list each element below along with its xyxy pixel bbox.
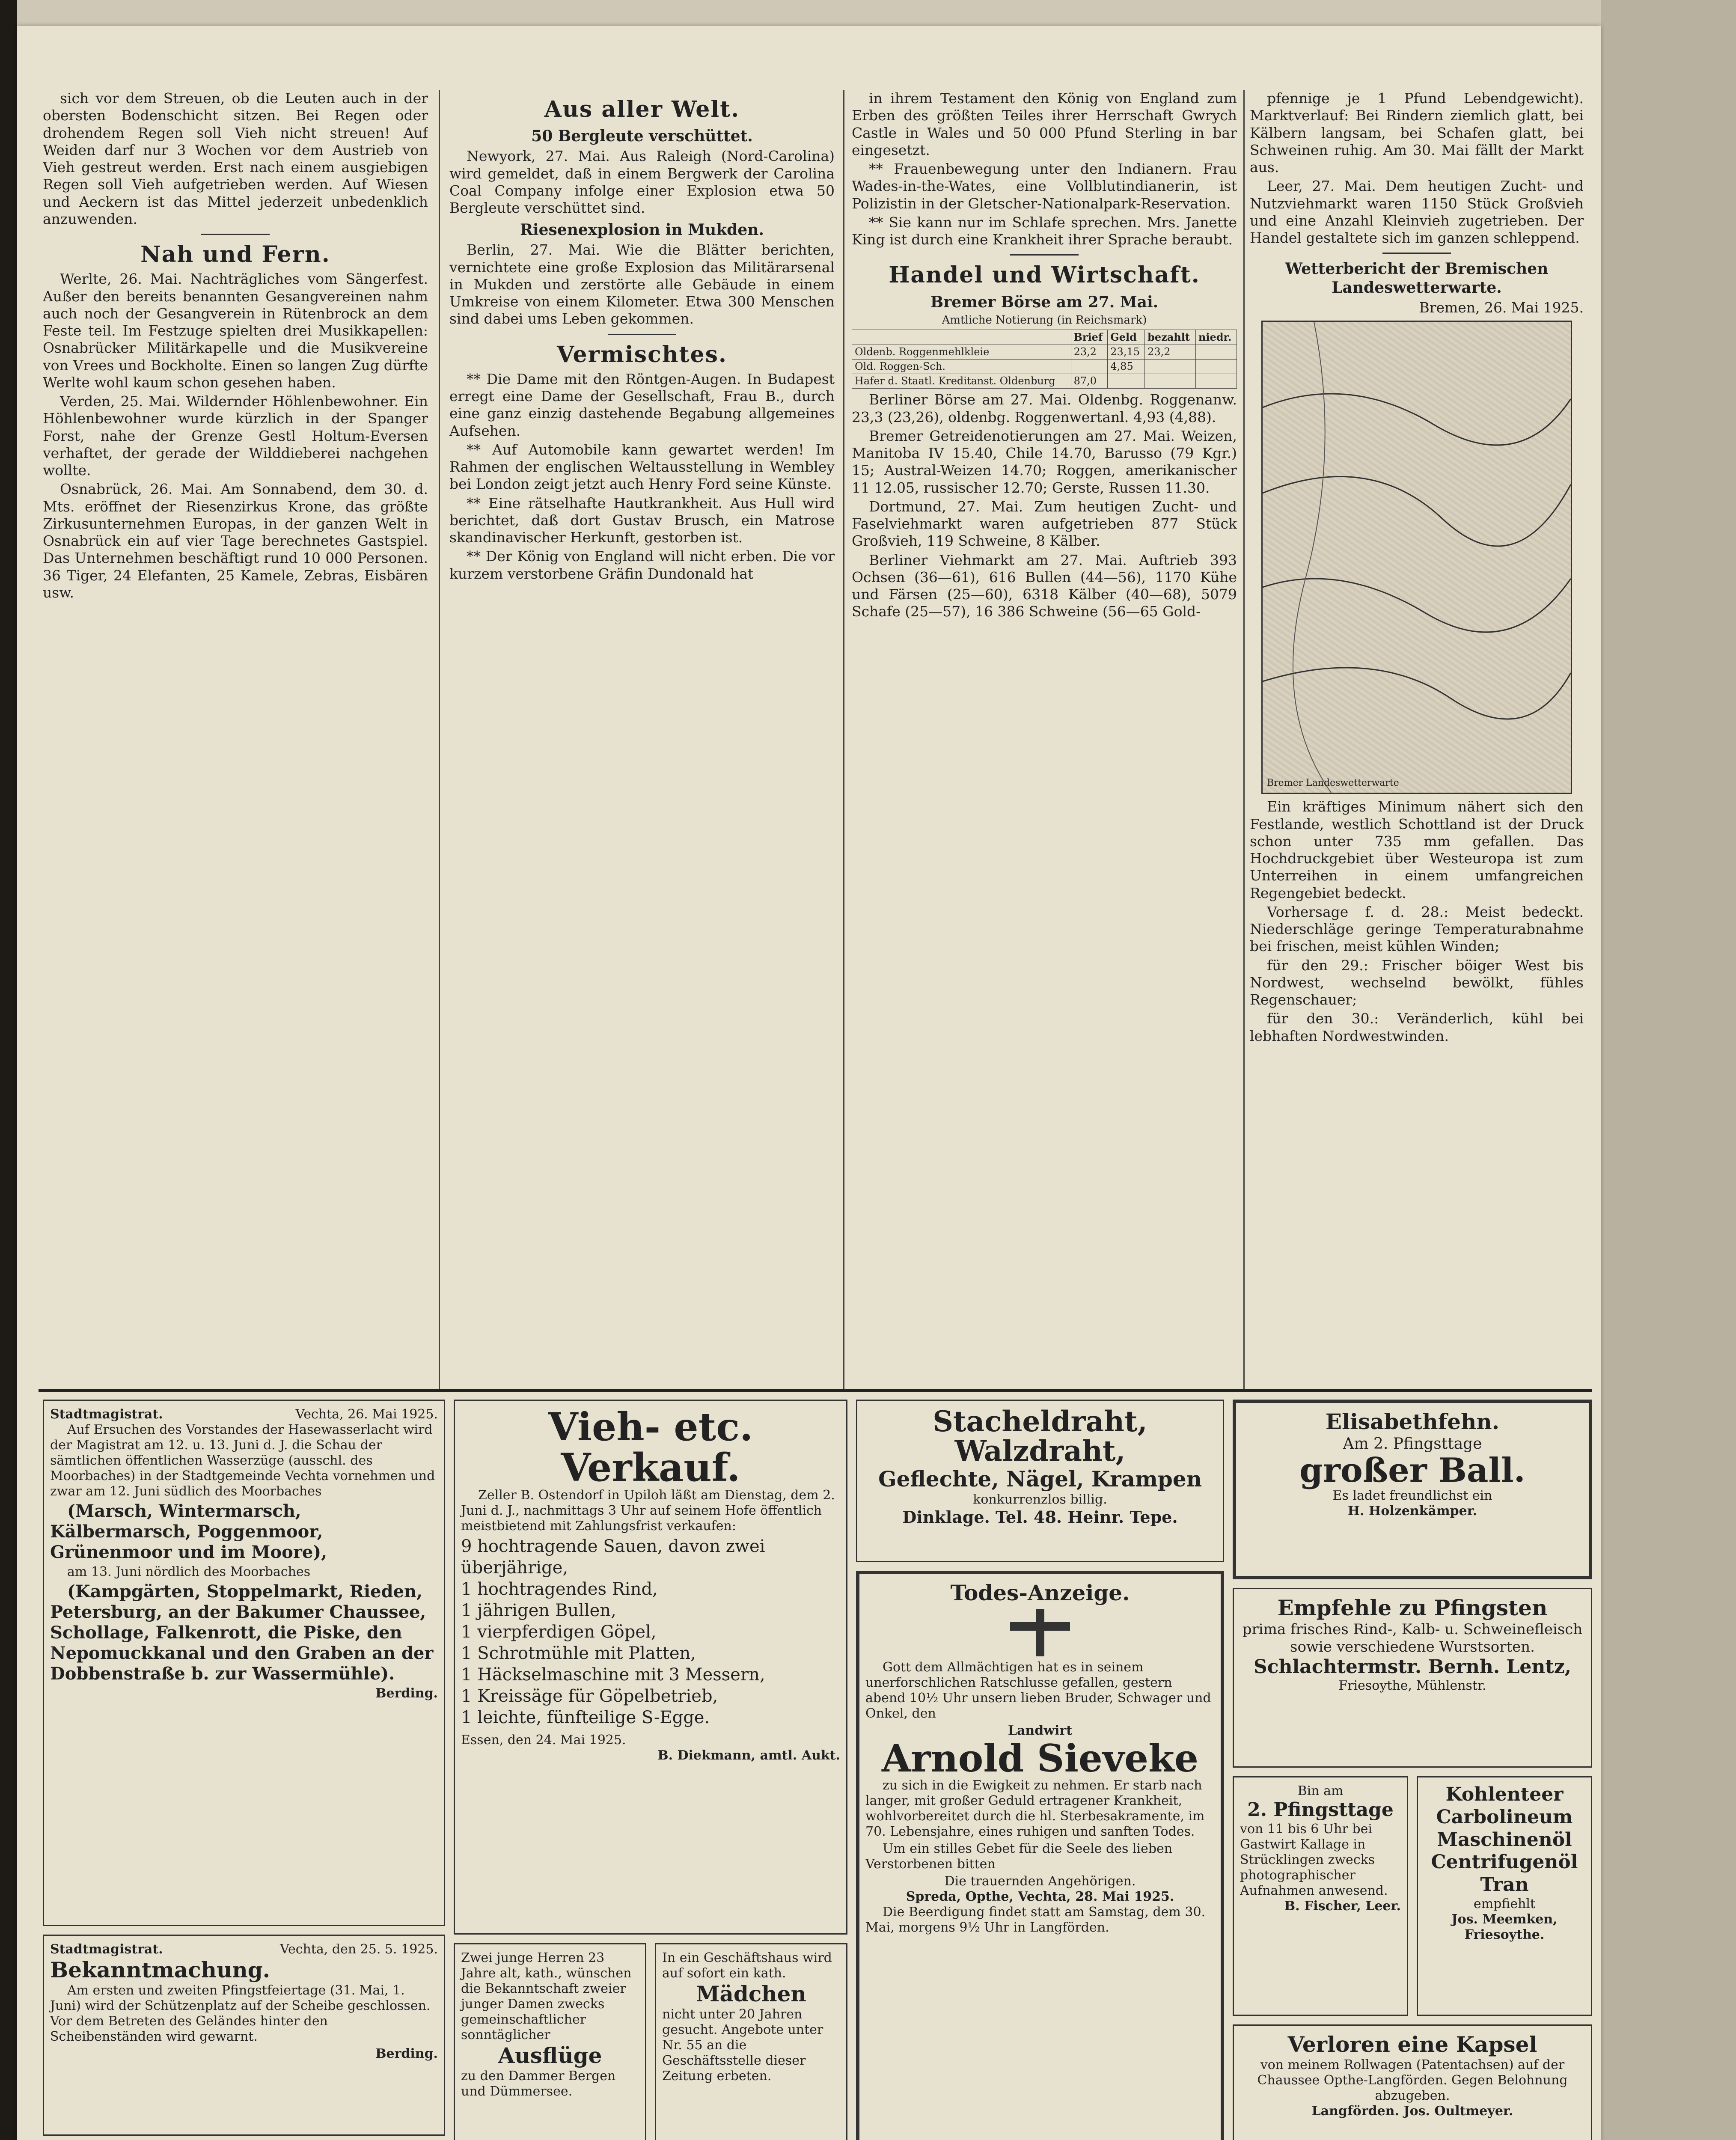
table-cell <box>1145 374 1196 389</box>
ad-text: am 13. Juni nördlich des Moorbaches <box>67 1564 311 1579</box>
ad-text: Es ladet freundlichst ein <box>1332 1488 1492 1504</box>
list-item: Carbolineum <box>1436 1806 1573 1828</box>
article-text: ** Der König von England will nicht erben. Die vor kurzem verstorbene Gräfin Dundonald hat <box>449 548 835 582</box>
ad-text: Um ein stilles Gebet für die Seele des lieben Verstorbenen bitten <box>865 1841 1173 1872</box>
table-header: bezahlt <box>1145 330 1196 345</box>
newspaper-page <box>17 26 1601 2140</box>
ad-stadtmagistrat-notice <box>43 1935 445 2136</box>
weather-map <box>1261 321 1572 794</box>
separator <box>1010 254 1079 256</box>
ad-title: Mädchen <box>696 1981 806 2006</box>
article-headline: 50 Bergleute verschüttet. <box>531 127 753 146</box>
section-heading: Aus aller Welt. <box>544 96 740 122</box>
column-rule <box>1243 90 1245 1391</box>
ad-text: Bin am <box>1297 1783 1344 1798</box>
ad-kapsel <box>1233 2024 1592 2140</box>
ad-text: zu sich in die Ewigkeit zu nehmen. Er starb nach langer, mit großer Geduld ertragener Krankheit, wohlvorbereitet durch die hl. Sterbesakramente, im 70. Lebensjahre, eines ruhigen und sanften Todes. <box>865 1778 1205 1840</box>
article-text: Werlte, 26. Mai. Nachträgliches vom Sängerfest. Außer den bereits benannten Gesangvereinen nahm auch noch der Gesangverein in Rütenbrock an dem Feste teil. Im Festzuge spielten drei Musikkapellen: Osnabrücker Militärkapelle und die Musikvereine von Vrees und Bockholte. Einen so langen Zug dürfte Werlte wohl kaum schon gesehen haben. <box>43 270 428 391</box>
forecast-text: für den 29.: Frischer böiger West bis Nordwest, wechselnd bewölkt, fühles Regenschauer; <box>1250 957 1584 1008</box>
list-item: Maschinenöl <box>1437 1828 1572 1851</box>
ad-text: Friesoythe, Mühlenstr. <box>1338 1678 1486 1694</box>
ad-text: nicht unter 20 Jahren gesucht. Angebote unter Nr. 55 an die Geschäftsstelle dieser Zeitung erbeten. <box>662 2007 823 2084</box>
article-text: Osnabrück, 26. Mai. Am Sonnabend, dem 30. d. Mts. eröffnet der Riesenzirkus Krone, das größte Zirkusunternehmen Europas, in der ganzen Welt in Osnabrück ein auf vier Tage berechnetes Gastspiel. Das Unternehmen beschäftigt rund 10 000 Personen. 36 Tiger, 24 Elefanten, 25 Kamele, Zebras, Eisbären usw. <box>43 481 428 601</box>
ad-text: Spreda, Opthe, Vechta, 28. Mai 1925. <box>906 1889 1174 1905</box>
ad-lentz <box>1233 1588 1592 1768</box>
list-item: 1 Häckselmaschine mit 3 Messern, <box>461 1665 765 1685</box>
ad-text: von 11 bis 6 Uhr bei Gastwirt Kallage in Strücklingen zwecks photographischer Aufnahmen anwesend. <box>1240 1821 1388 1898</box>
ad-list: (Marsch, Wintermarsch, Kälbermarsch, Poggenmoor, Grünenmoor und im Moore), <box>50 1501 327 1562</box>
separator <box>201 234 270 235</box>
ad-stacheldraht <box>856 1400 1224 1562</box>
article-text: Dortmund, 27. Mai. Zum heutigen Zucht- und Faselviehmarkt waren aufgetrieben 877 Stück Großvieh, 119 Schweine, 8 Kälber. <box>852 498 1237 550</box>
list-item: 1 leichte, fünfteilige S-Egge. <box>461 1708 710 1727</box>
article-text: Berlin, 27. Mai. Wie die Blätter berichten, vernichtete eine große Explosion das Militärarsenal in Mukden und zerstörte alle Gebäude in einem Umkreise von einem Kilometer. Etwa 300 Menschen sind dabei ums Leben gekommen. <box>449 241 835 327</box>
ad-text: Gott dem Allmächtigen hat es in seinem unerforschlichen Ratschlusse gefallen, gestern abend 10½ Uhr unsern lieben Bruder, Schwager und Onkel, den <box>865 1660 1211 1721</box>
ad-signature: B. Fischer, Leer. <box>1284 1898 1401 1914</box>
article-text: Berliner Börse am 27. Mai. Oldenbg. Roggenanw. 23,3 (23,26), oldenbg. Roggenwertanl. 4,93 (4,88). <box>852 391 1237 425</box>
ad-title: 2. Pfingsttage <box>1247 1799 1394 1821</box>
ad-text: Zwei junge Herren 23 Jahre alt, kath., wünschen die Bekanntschaft zweier junger Damen zwecks gemeinschaftlicher sonntäglicher <box>461 1950 632 2042</box>
ad-title: Ausflüge <box>498 2043 602 2068</box>
column-1 <box>43 90 428 1382</box>
table-cell: 87,0 <box>1071 374 1108 389</box>
ad-todesanzeige <box>856 1571 1224 2140</box>
table-cell <box>1145 359 1196 374</box>
list-item: 1 Kreissäge für Göpelbetrieb, <box>461 1686 718 1706</box>
table-cell: Old. Roggen-Sch. <box>852 359 1071 374</box>
article-text: pfennige je 1 Pfund Lebendgewicht). Marktverlauf: Bei Rindern ziemlich glatt, bei Kälbern langsam, bei Schafen glatt, bei Schweinen ruhig. Am 30. Mai fällt der Markt aus. <box>1250 90 1584 175</box>
table-row <box>852 374 1237 389</box>
ad-footer: Dinklage. Tel. 48. Heinr. Tepe. <box>902 1507 1178 1527</box>
list-item: 1 Schrotmühle mit Platten, <box>461 1644 696 1663</box>
table-cell <box>1195 374 1237 389</box>
table-row <box>852 359 1237 374</box>
ad-list: (Kampgärten, Stoppelmarkt, Rieden, Petersburg, an der Bakumer Chaussee, Schollage, Falkenrott, die Piske, den Nepomuckkanal und den Graben an der Dobbenstraße b. zur Wassermühle). <box>50 1581 434 1684</box>
column-rule <box>439 90 440 1391</box>
column-4 <box>1250 90 1584 1382</box>
article-text: Bremer Getreidenotierungen am 27. Mai. Weizen, Manitoba IV 15.40, Chile 14.70, Barusso (79 Kgr.) 15; Austral-Weizen 14.70; Roggen, amerikanischer 11 12.05, russischer 12.70; Gerste, Russen 11.30. <box>852 427 1237 496</box>
article-text: ** Auf Automobile kann gewartet werden! Im Rahmen der englischen Weltausstellung in Wembley bei London zeigt jetzt auch Henry Ford seine Künste. <box>449 441 835 493</box>
table-cell: 23,15 <box>1108 345 1145 359</box>
weather-date: Bremen, 26. Mai 1925. <box>1419 299 1584 316</box>
article-headline: Riesenexplosion in Mukden. <box>520 221 764 239</box>
ad-date: Vechta, den 25. 5. 1925. <box>280 1942 438 1957</box>
page-binding-edge <box>0 0 17 2140</box>
list-item: 9 hochtragende Sauen, davon zwei überjährige, <box>461 1537 765 1578</box>
ad-fischer <box>1233 1776 1408 2016</box>
table-header: Brief <box>1071 330 1108 345</box>
ad-title: Empfehle zu Pfingsten <box>1277 1595 1548 1620</box>
table-header: Geld <box>1108 330 1145 345</box>
column-rule <box>843 90 844 1391</box>
table-cell <box>1071 359 1108 374</box>
ad-date: Vechta, 26. Mai 1925. <box>295 1407 438 1422</box>
ad-maedchen-geschaeft <box>655 1943 847 2140</box>
ad-text: Auf Ersuchen des Vorstandes der Hasewasserlacht wird der Magistrat am 12. u. 13. Juni d. J. die Schau der sämtlichen öffentlichen Wasserzüge (ausschl. des Moorbaches) in der Stadtgemeinde Vechta vornehmen und zwar am 12. Juni südlich des Moorbaches <box>50 1422 435 1499</box>
table-row <box>852 345 1237 359</box>
table-cell <box>1195 359 1237 374</box>
ad-text: Am ersten und zweiten Pfingstfeiertage (31. Mai, 1. Juni) wird der Schützenplatz auf der Scheibe geschlossen. Vor dem Betreten des Geländes hinter den Scheibenständen wird gewarnt. <box>50 1983 431 2044</box>
table-cell: 23,2 <box>1071 345 1108 359</box>
ad-stadtmagistrat-water <box>43 1400 445 1926</box>
ad-signature: B. Diekmann, amtl. Aukt. <box>657 1748 840 1763</box>
ad-text: Essen, den 24. Mai 1925. <box>461 1733 626 1748</box>
ad-ausfluege <box>454 1943 646 2140</box>
ad-kohlenteer <box>1417 1776 1592 2016</box>
ad-elisabethfehn <box>1233 1400 1592 1579</box>
separator <box>608 334 676 335</box>
ad-subtitle: Geflechte, Nägel, Krampen <box>878 1466 1202 1492</box>
ad-signature: H. Holzenkämper. <box>1347 1504 1477 1519</box>
scan-background <box>1601 0 1736 2140</box>
price-table <box>852 330 1237 389</box>
deceased-name: Arnold Sieveke <box>882 1736 1198 1780</box>
article-text: sich vor dem Streuen, ob die Leuten auch in der obersten Bodenschicht sitzen. Bei Regen oder drohendem Regen soll Vieh nicht streuen! Auf Weiden darf nur 3 Wochen vor dem Austrieb von Vieh gestreut werden. Erst nach einem ausgiebigen Regen soll Vieh aufgetrieben werden. Auf Wiesen und Aeckern ist das Mittel jederzeit unbedenklich anzuwenden. <box>43 90 428 227</box>
ad-vieh-verkauf <box>454 1400 847 1935</box>
weather-title: Wetterbericht der Bremischen Landeswetterwarte. <box>1285 260 1549 297</box>
article-text: Leer, 27. Mai. Dem heutigen Zucht- und Nutzviehmarkt waren 1150 Stück Großvieh und eine Anzahl Kleinvieh zugetrieben. Der Handel gestaltete sich im ganzen schleppend. <box>1250 178 1584 246</box>
ad-title: Stacheldraht, Walzdraht, <box>933 1405 1147 1468</box>
article-headline: Bremer Börse am 27. Mai. <box>930 293 1159 311</box>
table-cell <box>1108 374 1145 389</box>
ad-signature: Berding. <box>375 1686 438 1701</box>
ad-text: empfiehlt <box>1473 1896 1536 1911</box>
table-cell: Hafer d. Staatl. Kreditanst. Oldenburg <box>852 374 1071 389</box>
ad-signature: Schlachtermstr. Bernh. Lentz, <box>1253 1656 1572 1678</box>
section-rule <box>39 1389 1592 1392</box>
article-text: ** Eine rätselhafte Hautkrankheit. Aus Hull wird berichtet, daß dort Gustav Brusch, ein Matrose skandinavischer Herkunft, gestorben ist. <box>449 494 835 546</box>
list-item: 1 hochtragendes Rind, <box>461 1579 658 1599</box>
article-text: ** Frauenbewegung unter den Indianern. Frau Wades-in-the-Wates, eine Vollblutindianerin, ist Polizistin in der Gletscher-Nationalpark-Reservation. <box>852 160 1237 212</box>
ad-title: Verloren eine Kapsel <box>1287 2032 1537 2057</box>
article-text: Berliner Viehmarkt am 27. Mai. Auftrieb 393 Ochsen (36—61), 616 Bullen (44—56), 1170 Kühe und Färsen (25—60), 6318 Kälber (40—68), 5079 Schafe (25—57), 16 386 Schweine (56—65 Gold- <box>852 551 1237 620</box>
table-header: niedr. <box>1195 330 1237 345</box>
column-3 <box>852 90 1237 1382</box>
list-item: 1 jährigen Bullen, <box>461 1601 616 1620</box>
ad-text: Am 2. Pfingsttage <box>1343 1435 1482 1453</box>
ad-text: In ein Geschäftshaus wird auf sofort ein kath. <box>662 1950 832 1981</box>
isobar-lines <box>1263 322 1571 793</box>
ad-text: Die Beerdigung findet statt am Samstag, dem 30. Mai, morgens 9½ Uhr in Langförden. <box>865 1905 1206 1935</box>
ad-title: Vieh- etc. Verkauf. <box>548 1404 753 1490</box>
section-heading: Handel und Wirtschaft. <box>889 262 1200 288</box>
list-item: Centrifugenöl <box>1431 1851 1578 1873</box>
ad-title: Bekanntmachung. <box>50 1957 271 1982</box>
table-cell <box>1195 345 1237 359</box>
section-heading: Nah und Fern. <box>140 241 330 268</box>
ad-text: Die trauernden Angehörigen. <box>944 1874 1136 1889</box>
forecast-text: Vorhersage f. d. 28.: Meist bedeckt. Niederschläge geringe Temperaturabnahme bei frischen, meist kühlen Winden; <box>1250 903 1584 955</box>
article-text: ** Die Dame mit den Röntgen-Augen. In Budapest erregt eine Dame der Gesellschaft, Frau B., durch eine ganz einzig dastehende Begabung allgemeines Aufsehen. <box>449 370 835 439</box>
ad-title: Elisabethfehn. <box>1325 1409 1500 1434</box>
map-caption: Bremer Landeswetterwarte <box>1267 778 1399 789</box>
ad-signature: Langförden. Jos. Oultmeyer. <box>1311 2104 1513 2119</box>
section-heading: Vermischtes. <box>556 341 728 368</box>
table-cell: 23,2 <box>1145 345 1196 359</box>
ad-text: Landwirt <box>1008 1723 1073 1738</box>
ad-text: von meinem Rollwagen (Patentachsen) auf der Chaussee Opthe-Langförden. Gegen Belohnung abzugeben. <box>1257 2057 1568 2103</box>
article-text: in ihrem Testament den König von England zum Erben des größten Teiles ihrer Herrschaft Gwrych Castle in Wales und 50 000 Pfund Sterling in bar eingesetzt. <box>852 90 1237 158</box>
ad-signature: Berding. <box>375 2046 438 2061</box>
ad-text: zu den Dammer Bergen und Dümmersee. <box>461 2069 616 2099</box>
table-cell: Oldenb. Roggenmehlkleie <box>852 345 1071 359</box>
column-2 <box>449 90 835 1382</box>
article-text: Newyork, 27. Mai. Aus Raleigh (Nord-Carolina) wird gemeldet, daß in einem Bergwerk der Carolina Coal Company infolge einer Explosion etwa 50 Bergleute verschüttet sind. <box>449 148 835 217</box>
cross-icon <box>997 1609 1083 1656</box>
ad-text: prima frisches Rind-, Kalb- u. Schweinefleisch sowie verschiedene Wurstsorten. <box>1242 1621 1583 1656</box>
ad-title: Todes-Anzeige. <box>950 1580 1130 1605</box>
ad-head: Stadtmagistrat. <box>50 1407 163 1422</box>
table-cell: 4,85 <box>1108 359 1145 374</box>
list-item: 1 vierpferdigen Göpel, <box>461 1622 657 1642</box>
article-text: ** Sie kann nur im Schlafe sprechen. Mrs. Janette King ist durch eine Krankheit ihrer Sprache beraubt. <box>852 214 1237 248</box>
ad-headline: großer Ball. <box>1299 1451 1525 1490</box>
ad-text: konkurrenzlos billig. <box>973 1492 1107 1507</box>
table-caption: Amtliche Notierung (in Reichsmark) <box>942 313 1147 327</box>
separator <box>1382 253 1451 254</box>
ad-text: Zeller B. Ostendorf in Upiloh läßt am Dienstag, dem 2. Juni d. J., nachmittags 3 Uhr auf seinem Hofe öffentlich meistbietend mit Zahlungsfrist verkaufen: <box>461 1488 835 1534</box>
ad-signature: Jos. Meemken, Friesoythe. <box>1451 1911 1558 1942</box>
advertisements-section <box>43 1400 1592 2140</box>
ad-head: Stadtmagistrat. <box>50 1942 163 1957</box>
forecast-text: für den 30.: Veränderlich, kühl bei lebhaften Nordwestwinden. <box>1250 1010 1584 1044</box>
article-text: Ein kräftiges Minimum nähert sich den Festlande, westlich Schottland ist der Druck schon unter 735 mm gefallen. Das Hochdruckgebiet über Westeuropa ist zum Unterreihen in einem umfangreichen Regengebiet bedeckt. <box>1250 798 1584 901</box>
list-item: Tran <box>1480 1874 1529 1896</box>
table-header <box>852 330 1071 345</box>
article-text: Verden, 25. Mai. Wildernder Höhlenbewohner. Ein Höhlenbewohner wurde kürzlich in der Spanger Forst, nahe der Grenze Gestl Holtum-Eversen verhaftet, der gerade der Wilddieberei nachgehen wollte. <box>43 393 428 479</box>
item-list <box>461 1536 840 1728</box>
list-item: Kohlenteer <box>1445 1783 1564 1805</box>
table-header-row <box>852 330 1237 345</box>
